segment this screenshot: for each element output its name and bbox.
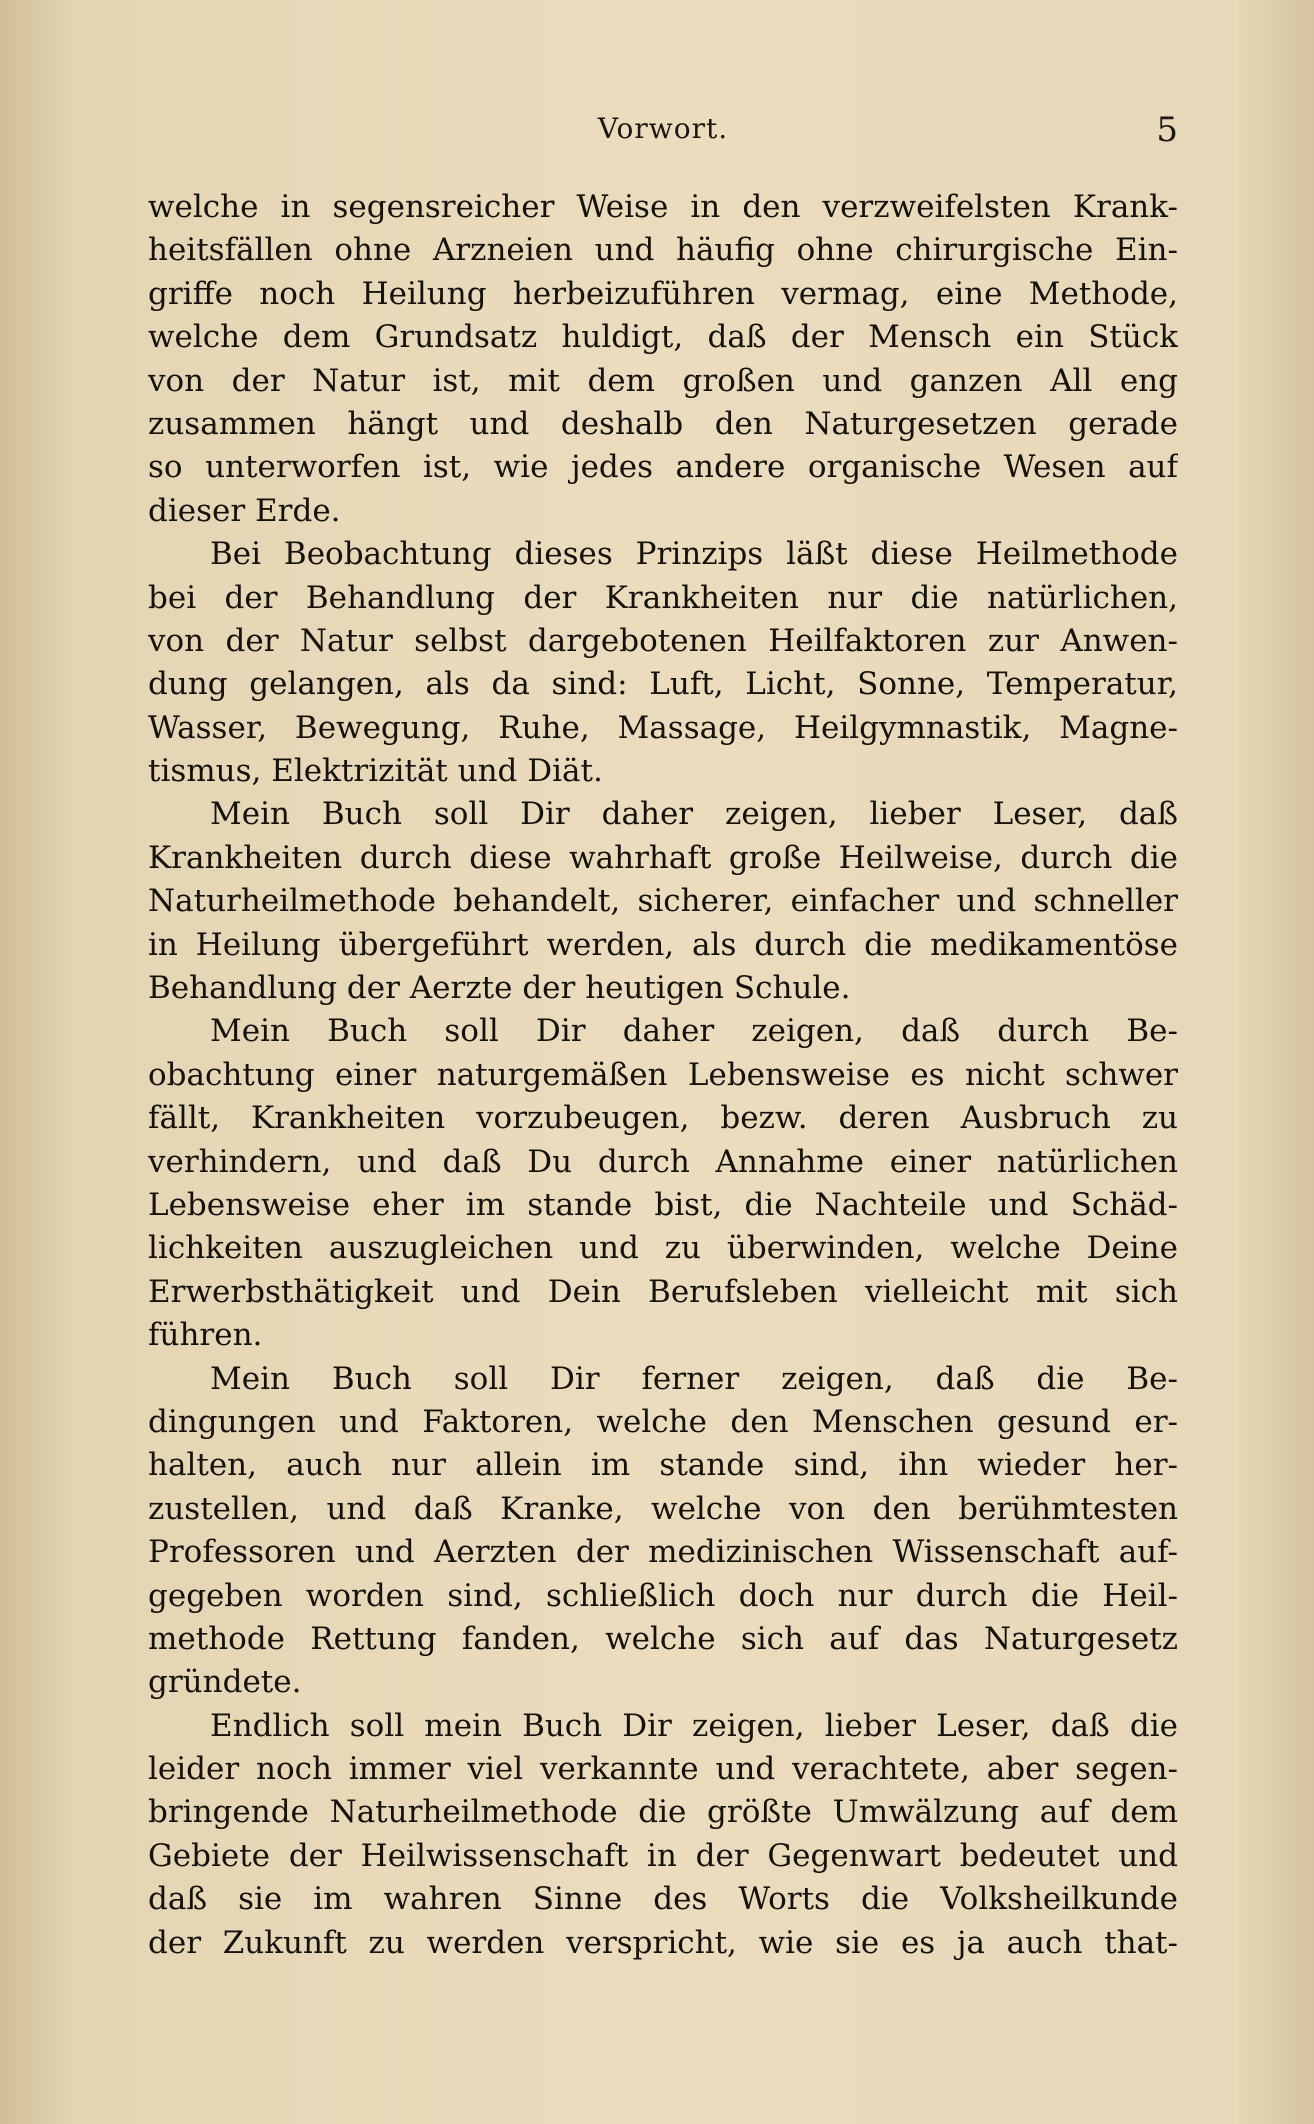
text-line: Gebiete der Heilwissenschaft in der Gegenwart bedeutet und (148, 1837, 1178, 1874)
body-text (148, 186, 1178, 1965)
text-line: von der Natur ist, mit dem großen und ganzen All eng (148, 362, 1178, 399)
text-line: in Heilung übergeführt werden, als durch die medikamentöse (148, 926, 1178, 963)
text-line: dung gelangen, als da sind: Luft, Licht, Sonne, Temperatur, (148, 666, 1178, 703)
running-title: Vorwort. (597, 112, 729, 145)
text-line: bei der Behandlung der Krankheiten nur die natürlichen, (148, 579, 1178, 616)
text-line: welche dem Grundsatz huldigt, daß der Mensch ein Stück (148, 319, 1178, 356)
text-line: Mein Buch soll Dir daher zeigen, daß durch Be- (210, 1013, 1178, 1050)
text-line: gründete. (148, 1664, 302, 1701)
text-line: gegeben worden sind, schließlich doch nur durch die Heil- (148, 1577, 1178, 1614)
text-line: Behandlung der Aerzte der heutigen Schule. (148, 970, 851, 1007)
text-line: so unterworfen ist, wie jedes andere organische Wesen auf (148, 449, 1178, 486)
text-line: lichkeiten auszugleichen und zu überwinden, welche Deine (148, 1230, 1178, 1267)
text-line: zusammen hängt und deshalb den Naturgesetzen gerade (148, 405, 1178, 442)
text-line: methode Rettung fanden, welche sich auf das Naturgesetz (148, 1620, 1178, 1657)
text-line: Wasser, Bewegung, Ruhe, Massage, Heilgymnastik, Magne- (148, 709, 1178, 746)
text-line: griffe noch Heilung herbeizuführen vermag, eine Methode, (148, 275, 1178, 312)
text-line: Lebensweise eher im stande bist, die Nachteile und Schäd- (148, 1186, 1178, 1223)
text-line: daß sie im wahren Sinne des Worts die Volksheilkunde (148, 1881, 1178, 1918)
text-line: dieser Erde. (148, 492, 341, 529)
text-line: leider noch immer viel verkannte und verachtete, aber segen- (148, 1751, 1178, 1788)
page-number: 5 (1156, 110, 1178, 150)
text-line: der Zukunft zu werden verspricht, wie sie es ja auch that- (148, 1924, 1178, 1961)
text-line: fällt, Krankheiten vorzubeugen, bezw. deren Ausbruch zu (148, 1100, 1178, 1137)
text-line: obachtung einer naturgemäßen Lebensweise es nicht schwer (148, 1056, 1178, 1093)
text-line: Naturheilmethode behandelt, sicherer, einfacher und schneller (148, 883, 1178, 920)
text-line: bringende Naturheilmethode die größte Umwälzung auf dem (148, 1794, 1178, 1831)
running-head (148, 112, 1178, 158)
text-line: Krankheiten durch diese wahrhaft große Heilweise, durch die (148, 839, 1178, 876)
text-line: von der Natur selbst dargebotenen Heilfaktoren zur Anwen- (148, 622, 1178, 659)
text-line: heitsfällen ohne Arzneien und häufig ohne chirurgische Ein- (148, 232, 1178, 269)
text-line: Bei Beobachtung dieses Prinzips läßt diese Heilmethode (210, 536, 1178, 573)
text-line: Mein Buch soll Dir daher zeigen, lieber Leser, daß (210, 796, 1178, 833)
text-line: halten, auch nur allein im stande sind, ihn wieder her- (148, 1447, 1178, 1484)
text-line: führen. (148, 1317, 263, 1354)
text-line: Endlich soll mein Buch Dir zeigen, lieber Leser, daß die (210, 1707, 1178, 1744)
text-line: Mein Buch soll Dir ferner zeigen, daß die Be- (210, 1360, 1178, 1397)
text-line: Erwerbsthätigkeit und Dein Berufsleben vielleicht mit sich (148, 1273, 1178, 1310)
text-line: tismus, Elektrizität und Diät. (148, 753, 603, 790)
text-line: welche in segensreicher Weise in den verzweifelsten Krank- (148, 189, 1178, 225)
text-line: Professoren und Aerzten der medizinischen Wissenschaft auf- (148, 1534, 1178, 1571)
text-line: dingungen und Faktoren, welche den Menschen gesund er- (148, 1403, 1178, 1440)
text-line: zustellen, und daß Kranke, welche von den berühmtesten (148, 1490, 1178, 1527)
text-line: verhindern, und daß Du durch Annahme einer natürlichen (148, 1143, 1178, 1180)
